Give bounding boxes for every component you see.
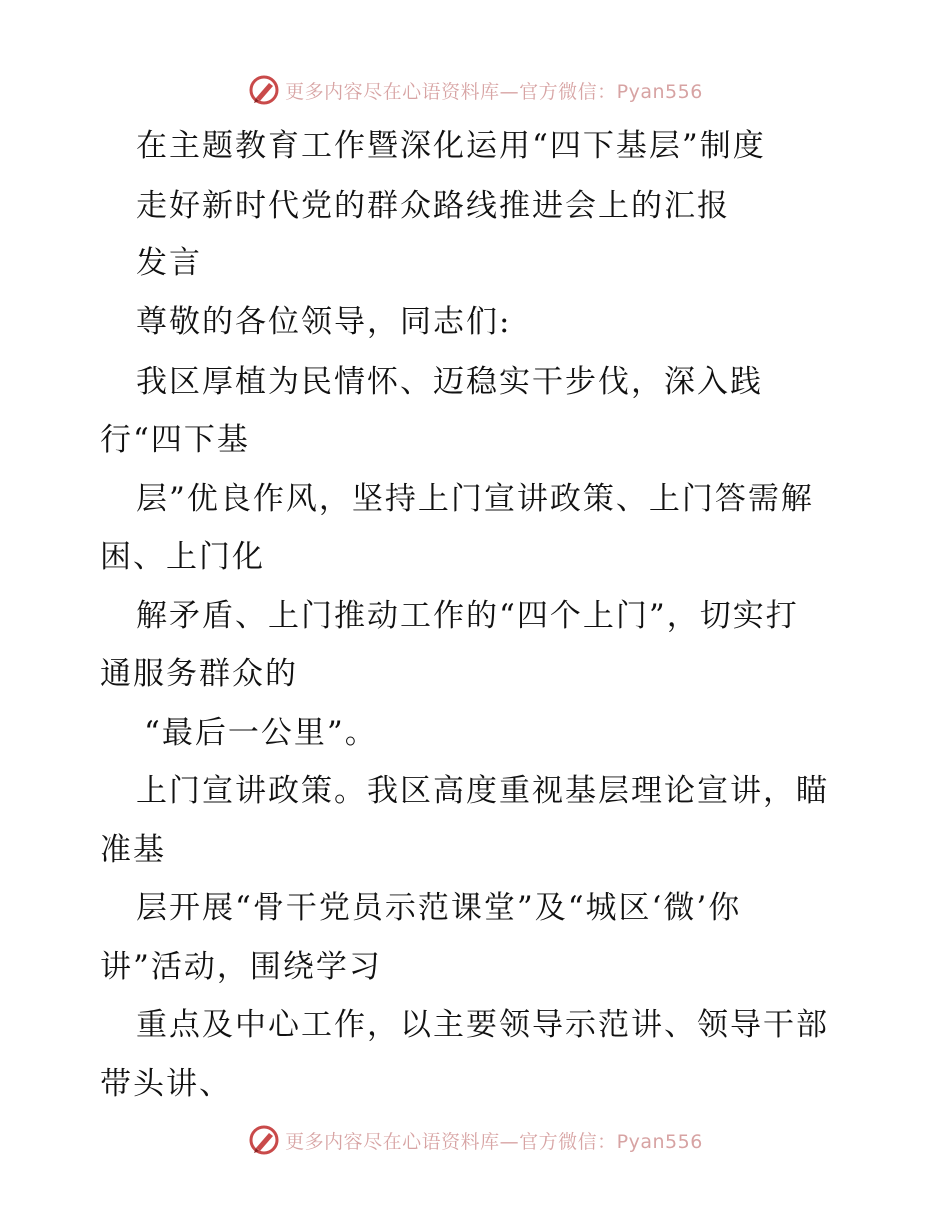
salutation: 尊敬的各位领导，同志们: bbox=[136, 304, 512, 340]
body-line: 带头讲、 bbox=[100, 1066, 232, 1102]
body-line: 我区厚植为民情怀、迈稳实干步伐，深入践 bbox=[136, 364, 763, 400]
title-line-3: 发言 bbox=[136, 245, 202, 281]
body-line: 上门宣讲政策。我区高度重视基层理论宣讲，瞄 bbox=[136, 773, 829, 809]
watermark-text: 更多内容尽在心语资料库—官方微信：Pyan556 bbox=[285, 80, 703, 103]
body-line: 行“四下基 bbox=[100, 422, 250, 458]
body-line: 重点及中心工作，以主要领导示范讲、领导干部 bbox=[136, 1007, 829, 1043]
body-line: 层开展“骨干党员示范课堂”及“城区‘微’你 bbox=[136, 890, 742, 926]
title-line-2: 走好新时代党的群众路线推进会上的汇报 bbox=[136, 188, 730, 224]
body-line: 层”优良作风，坚持上门宣讲政策、上门答需解 bbox=[136, 481, 814, 517]
body-line: 通服务群众的 bbox=[100, 656, 298, 692]
body-line: “最后一公里”。 bbox=[144, 715, 378, 751]
body-line: 准基 bbox=[100, 832, 166, 868]
body-line: 讲”活动，围绕学习 bbox=[100, 949, 382, 985]
title-line-1: 在主题教育工作暨深化运用“四下基层”制度 bbox=[136, 128, 766, 164]
body-line: 解矛盾、上门推动工作的“四个上门”，切实打 bbox=[136, 598, 799, 634]
body-line: 困、上门化 bbox=[100, 539, 265, 575]
watermark-text: 更多内容尽在心语资料库—官方微信：Pyan556 bbox=[285, 1130, 703, 1153]
watermark-banner-bottom bbox=[0, 1120, 950, 1160]
pen-logo-icon bbox=[247, 1123, 281, 1157]
